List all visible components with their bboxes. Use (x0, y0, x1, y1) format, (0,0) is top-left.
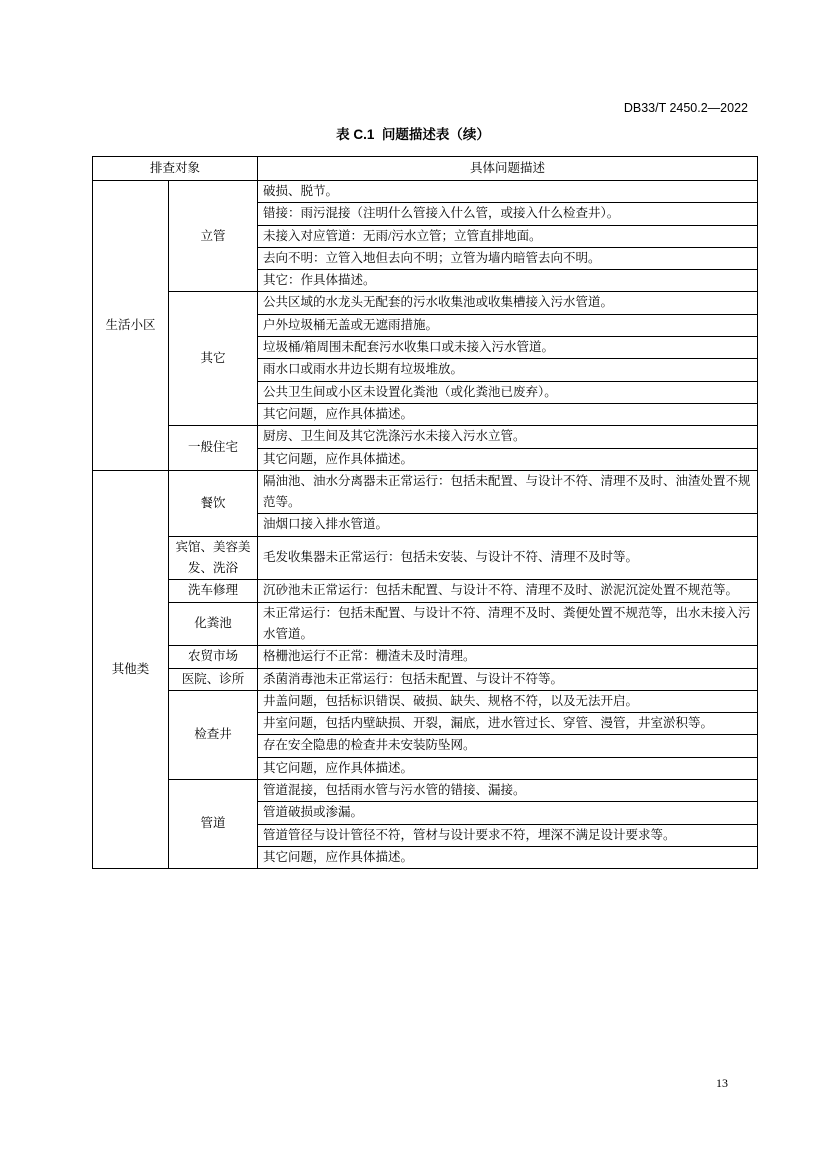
description-cell: 井盖问题，包括标识错误、破损、缺失、规格不符，以及无法开启。 (258, 690, 758, 712)
description-cell: 隔油池、油水分离器未正常运行：包括未配置、与设计不符、清理不及时、油渣处置不规范等。 (258, 470, 758, 514)
description-cell: 杀菌消毒池未正常运行：包括未配置、与设计不符等。 (258, 668, 758, 690)
table-body (93, 181, 758, 869)
description-cell: 破损、脱节。 (258, 181, 758, 203)
column-header-inspection-object: 排查对象 (93, 157, 258, 181)
description-cell: 公共卫生间或小区未设置化粪池（或化粪池已废弃）。 (258, 381, 758, 403)
description-cell: 管道管径与设计管径不符，管材与设计要求不符，埋深不满足设计要求等。 (258, 824, 758, 846)
description-cell: 公共区域的水龙头无配套的污水收集池或收集槽接入污水管道。 (258, 292, 758, 314)
description-cell: 其它问题，应作具体描述。 (258, 448, 758, 470)
description-cell: 毛发收集器未正常运行：包括未安装、与设计不符、清理不及时等。 (258, 536, 758, 580)
table-row (93, 470, 758, 514)
subcategory-cell: 洗车修理 (169, 580, 258, 602)
description-cell: 其它问题，应作具体描述。 (258, 403, 758, 425)
description-cell: 其它：作具体描述。 (258, 270, 758, 292)
table-row (93, 668, 758, 690)
table-row (93, 536, 758, 580)
table-title: 表 C.1 问题描述表（续） (336, 127, 490, 142)
subcategory-cell: 一般住宅 (169, 426, 258, 471)
description-cell: 户外垃圾桶无盖或无遮雨措施。 (258, 314, 758, 336)
subcategory-cell: 立管 (169, 181, 258, 292)
table-row (93, 602, 758, 646)
description-cell: 格栅池运行不正常：栅渣未及时清理。 (258, 646, 758, 668)
table-row (93, 690, 758, 712)
column-header-problem-description: 具体问题描述 (258, 157, 758, 181)
description-cell: 垃圾桶/箱周围未配套污水收集口或未接入污水管道。 (258, 337, 758, 359)
description-cell: 雨水口或雨水井边长期有垃圾堆放。 (258, 359, 758, 381)
description-cell: 管道破损或渗漏。 (258, 802, 758, 824)
subcategory-cell: 宾馆、美容美发、洗浴 (169, 536, 258, 580)
description-cell: 其它问题，应作具体描述。 (258, 757, 758, 779)
table-row (93, 181, 758, 203)
subcategory-cell: 餐饮 (169, 470, 258, 536)
table-row (93, 780, 758, 802)
subcategory-cell: 农贸市场 (169, 646, 258, 668)
description-cell: 错接：雨污混接（注明什么管接入什么管，或接入什么检查井）。 (258, 203, 758, 225)
document-id: DB33/T 2450.2—2022 (623, 101, 748, 115)
problem-description-table (92, 156, 758, 869)
description-cell: 未正常运行：包括未配置、与设计不符、清理不及时、粪便处置不规范等，出水未接入污水管道。 (258, 602, 758, 646)
description-cell: 未接入对应管道：无雨/污水立管；立管直排地面。 (258, 225, 758, 247)
subcategory-cell: 化粪池 (169, 602, 258, 646)
description-cell: 管道混接，包括雨水管与污水管的错接、漏接。 (258, 780, 758, 802)
description-cell: 去向不明：立管入地但去向不明；立管为墙内暗管去向不明。 (258, 247, 758, 269)
subcategory-cell: 管道 (169, 780, 258, 869)
header-row (93, 157, 758, 181)
table-row (93, 292, 758, 314)
table-header (93, 157, 758, 181)
subcategory-cell: 医院、诊所 (169, 668, 258, 690)
subcategory-cell: 检查井 (169, 690, 258, 779)
description-cell: 其它问题，应作具体描述。 (258, 846, 758, 868)
description-cell: 存在安全隐患的检查井未安装防坠网。 (258, 735, 758, 757)
page-number: 13 (716, 1076, 728, 1090)
category-cell: 其他类 (93, 470, 169, 868)
table-row (93, 580, 758, 602)
description-cell: 井室问题，包括内壁缺损、开裂，漏底，进水管过长、穿管、漫管，井室淤积等。 (258, 713, 758, 735)
table-row (93, 646, 758, 668)
description-cell: 厨房、卫生间及其它洗涤污水未接入污水立管。 (258, 426, 758, 448)
table-row (93, 426, 758, 448)
subcategory-cell: 其它 (169, 292, 258, 426)
description-cell: 油烟口接入排水管道。 (258, 514, 758, 536)
category-cell: 生活小区 (93, 181, 169, 471)
description-cell: 沉砂池未正常运行：包括未配置、与设计不符、清理不及时、淤泥沉淀处置不规范等。 (258, 580, 758, 602)
